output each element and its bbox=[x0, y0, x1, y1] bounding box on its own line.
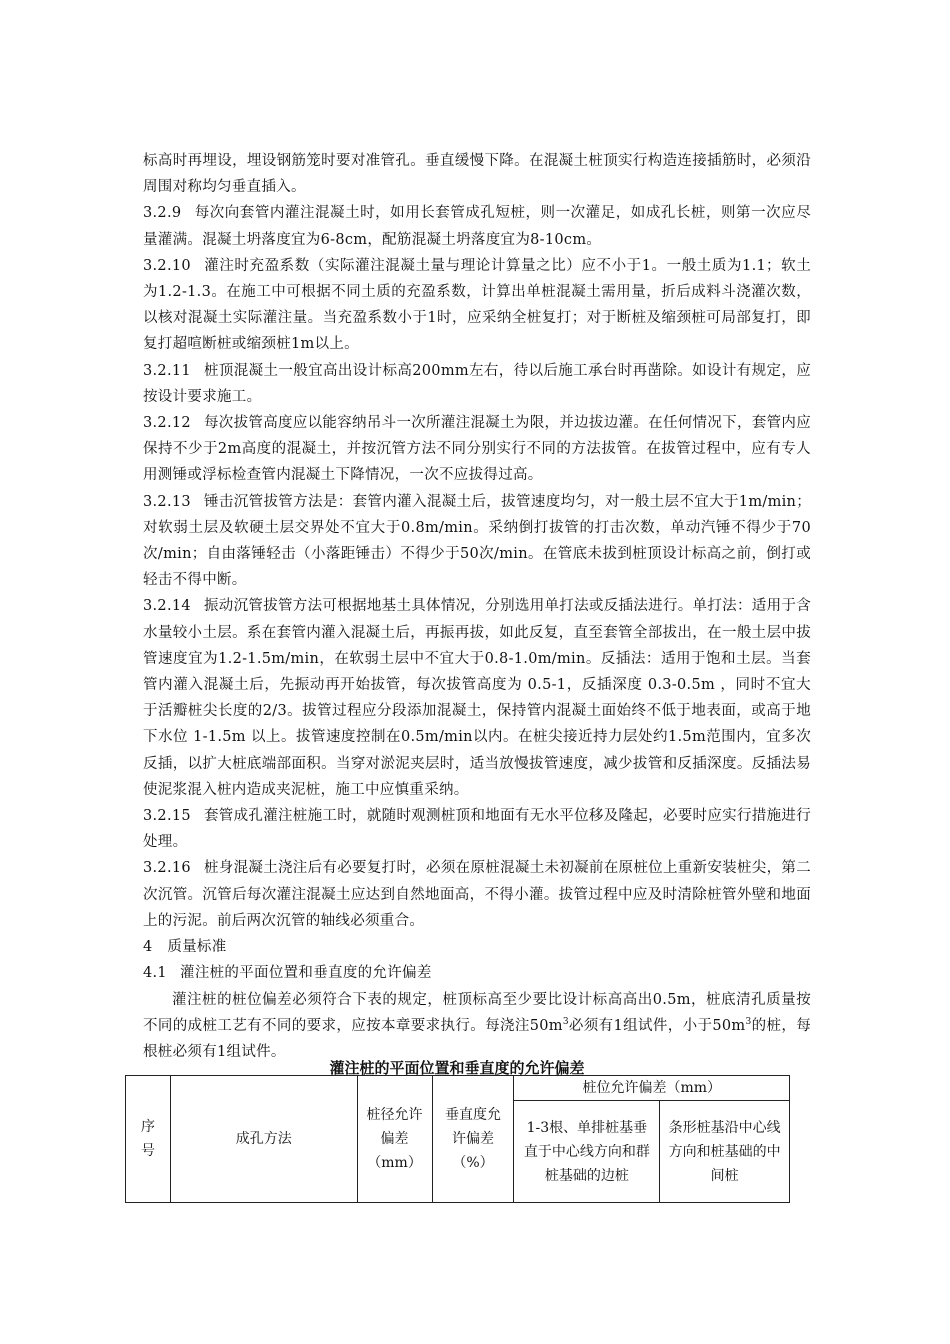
header-vertical-tolerance: 垂直度允许偏差（%） bbox=[432, 1076, 514, 1203]
superscript-cube: 3 bbox=[562, 1016, 569, 1027]
table-title: 灌注桩的平面位置和垂直度的允许偏差 bbox=[329, 1059, 585, 1077]
clause-text: 灌注时充盈系数（实际灌注混凝土量与理论计算量之比）应不小于1。一般土质为1.1；软土为1.2-1.3。在施工中可根据不同土质的充盈系数，计算出单桩混凝土需用量，折后成料斗浇灌次数，以核对混凝土实际灌注量。当充盈系数小于1时，应采纳全桩复打；对于断桩及缩颈桩可局部复打，即复打超喧断桩或缩颈桩1m以上。 bbox=[143, 257, 811, 353]
paragraph-continuation: 标高时再埋设，埋设钢筋笼时要对准管孔。垂直缓慢下降。在混凝土桩顶实行构造连接插筋时，必须沿周围对称均匀垂直插入。 bbox=[143, 153, 811, 196]
section-number: 4.1 bbox=[143, 965, 167, 982]
intro-text-b: 必须有1组试件，小于50m bbox=[568, 1017, 746, 1034]
paragraph-tolerance-intro bbox=[143, 987, 811, 1066]
clause-3-2-9 bbox=[143, 200, 811, 252]
section-title: 灌注桩的平面位置和垂直度的允许偏差 bbox=[180, 965, 432, 982]
intro-text-a: 灌注桩的桩位偏差必须符合下表的规定，桩顶标高至少要比设计标高高出0.5m，桩底清孔质量按不同的成桩工艺有不同的要求，应按本章要求执行。每浇注50m bbox=[143, 991, 811, 1034]
section-heading-4: 4 质量标准 bbox=[143, 939, 227, 956]
clause-text: 每次拔管高度应以能容纳吊斗一次所灌注混凝土为限，并边拔边灌。在任何情况下，套管内应保持不少于2m高度的混凝土，并按沉管方法不同分别实行不同的方法拔管。在拔管过程中，应有专人用测锤或浮标检查管内混凝土下降情况，一次不应拔得过高。 bbox=[143, 415, 811, 484]
header-edge-piles: 1-3根、单排桩基垂直于中心线方向和群桩基础的边桩 bbox=[514, 1101, 660, 1203]
intro-text-c: 的桩，每根桩必须有1组试件。 bbox=[143, 1017, 812, 1060]
clause-number: 3.2.16 bbox=[143, 860, 191, 877]
clause-3-2-11 bbox=[143, 358, 811, 410]
header-position-tolerance: 桩位允许偏差（mm） bbox=[514, 1076, 790, 1101]
clause-3-2-15 bbox=[143, 803, 811, 855]
header-diameter-tolerance: 桩径允许偏差（mm） bbox=[357, 1076, 432, 1203]
header-method: 成孔方法 bbox=[170, 1076, 357, 1203]
section-heading-4-1 bbox=[143, 960, 811, 986]
clause-text: 锤击沉管拔管方法是：套管内灌入混凝土后，拔管速度均匀，对一般土层不宜大于1m/min；对软弱土层及软硬土层交界处不宜大于0.8m/min。采纳倒打拔管的打击次数，单动汽锤不得少于70次/min；自由落锤轻击（小落距锤击）不得少于50次/min。在管底未拔到桩顶设计标高之前，倒打或轻击不得中断。 bbox=[143, 493, 811, 589]
clause-3-2-14 bbox=[143, 593, 811, 803]
clause-number: 3.2.12 bbox=[143, 415, 191, 432]
clause-number: 3.2.15 bbox=[143, 808, 191, 825]
clause-text: 桩顶混凝土一般宜高出设计标高200mm左右，待以后施工承台时再凿除。如设计有规定，应按设计要求施工。 bbox=[143, 362, 811, 405]
clause-text: 套管成孔灌注桩施工时，就随时观测桩顶和地面有无水平位移及隆起，必要时应实行措施进行处理。 bbox=[143, 808, 811, 851]
clause-text: 振动沉管拔管方法可根据地基土具体情况，分别选用单打法或反插法进行。单打法：适用于含水量较小土层。系在套管内灌入混凝土后，再振再拔，如此反复，直至套管全部拔出，在一般土层中拔管速度宜为1.2-1.5m/min，在软弱土层中不宜大于0.8-1.0m/min。反插法：适用于饱和土层。当套管内灌入混凝土后，先振动再开始拔管，每次拔管高度为 0.5-1，反插深度 0.3-0.5m ，同时不宜大于活瓣桩尖长度的2/3。拔管过程应分段添加混凝土，保持管内混凝土面始终不低于地表面，或高于地下水位 1-1.5m 以上。拔管速度控制在0.5m/min以内。在桩尖接近持力层处约1.5m范围内，宜多次反插，以扩大桩底端部面积。当穿对淤泥夹层时，适当放慢拔管速度，减少拔管和反插深度。反插法易使泥浆混入桩内造成夹泥桩，施工中应慎重采纳。 bbox=[143, 598, 811, 798]
clause-3-2-16 bbox=[143, 855, 811, 934]
clause-3-2-13 bbox=[143, 489, 811, 594]
body-text bbox=[143, 148, 811, 1065]
header-seq: 序号 bbox=[126, 1076, 171, 1203]
clause-number: 3.2.9 bbox=[143, 205, 182, 222]
clause-number: 3.2.10 bbox=[143, 257, 191, 274]
clause-3-2-10 bbox=[143, 253, 811, 358]
clause-number: 3.2.11 bbox=[143, 362, 191, 379]
clause-number: 3.2.13 bbox=[143, 493, 191, 510]
header-middle-piles: 条形桩基沿中心线方向和桩基础的中间桩 bbox=[660, 1101, 790, 1203]
superscript-cube: 3 bbox=[745, 1016, 752, 1027]
clause-number: 3.2.14 bbox=[143, 598, 191, 615]
table-header-row bbox=[126, 1076, 790, 1101]
clause-text: 桩身混凝土浇注后有必要复打时，必须在原桩混凝土未初凝前在原桩位上重新安装桩尖，第二次沉管。沉管后每次灌注混凝土应达到自然地面高，不得小灌。拔管过程中应及时清除桩管外壁和地面上的污泥。前后两次沉管的轴线必须重合。 bbox=[143, 860, 811, 929]
clause-3-2-12 bbox=[143, 410, 811, 489]
tolerance-table bbox=[125, 1075, 790, 1203]
clause-text: 每次向套管内灌注混凝土时，如用长套管成孔短桩，则一次灌足，如成孔长桩，则第一次应尽量灌满。混凝土坍落度宜为6-8cm，配筋混凝土坍落度宜为8-10cm。 bbox=[143, 205, 811, 248]
